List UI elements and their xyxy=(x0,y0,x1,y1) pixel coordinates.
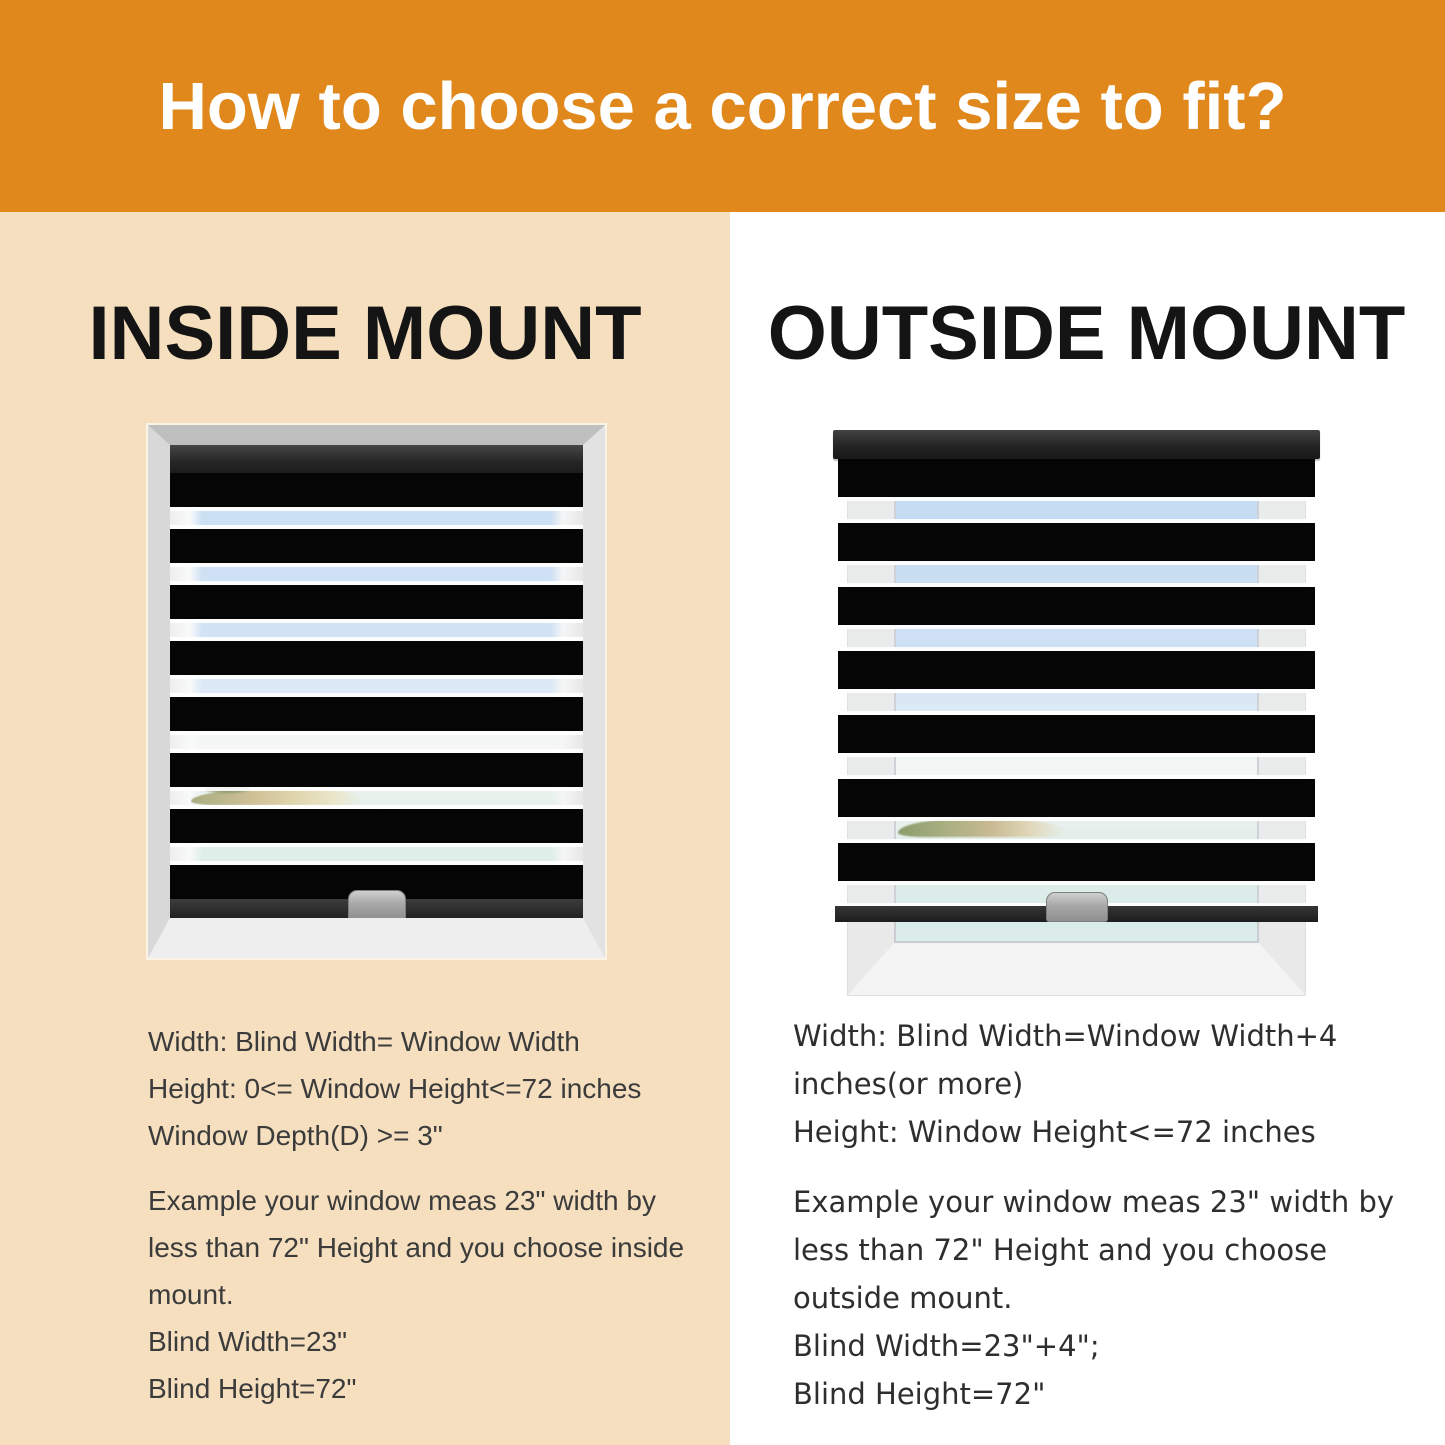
example-line: mount. xyxy=(148,1279,234,1310)
banner-title: How to choose a correct size to fit? xyxy=(158,68,1287,144)
outside-mount-window-illustration xyxy=(833,430,1320,995)
example-line: Blind Width=23"+4"; xyxy=(793,1329,1100,1363)
banner xyxy=(0,0,1445,212)
window-recess xyxy=(170,445,583,918)
zebra-blind xyxy=(833,430,1320,922)
blind-pull-tab xyxy=(348,890,406,918)
inside-mount-instructions xyxy=(148,1018,708,1412)
spec-line: inches(or more) xyxy=(793,1067,1024,1101)
blind-pull-tab xyxy=(1046,892,1108,922)
example-line: Blind Width=23" xyxy=(148,1326,348,1357)
example-line: Blind Height=72" xyxy=(793,1377,1046,1411)
spec-line: Height: 0<= Window Height<=72 inches xyxy=(148,1073,642,1104)
outside-mount-heading: OUTSIDE MOUNT xyxy=(767,291,1406,376)
outside-mount-instructions xyxy=(793,1012,1413,1418)
inside-mount-heading: INSIDE MOUNT xyxy=(88,291,642,376)
example-line: Example your window meas 23" width by xyxy=(148,1185,656,1216)
example-line: Blind Height=72" xyxy=(148,1373,357,1404)
example-line: less than 72" Height and you choose inside xyxy=(148,1232,685,1263)
example-line: Example your window meas 23" width by xyxy=(793,1185,1395,1219)
example-line: less than 72" Height and you choose xyxy=(793,1233,1328,1267)
spec-line: Width: Blind Width= Window Width xyxy=(148,1026,580,1057)
blind-cassette xyxy=(833,430,1320,459)
spec-line: Window Depth(D) >= 3" xyxy=(148,1120,443,1151)
inside-mount-window-illustration xyxy=(148,425,605,958)
zebra-blind-stripes xyxy=(838,459,1315,906)
blind-cassette xyxy=(170,445,583,473)
zebra-blind-stripes xyxy=(170,473,583,899)
spec-line: Width: Blind Width=Window Width+4 xyxy=(793,1019,1338,1053)
spec-line: Height: Window Height<=72 inches xyxy=(793,1115,1316,1149)
example-line: outside mount. xyxy=(793,1281,1013,1315)
